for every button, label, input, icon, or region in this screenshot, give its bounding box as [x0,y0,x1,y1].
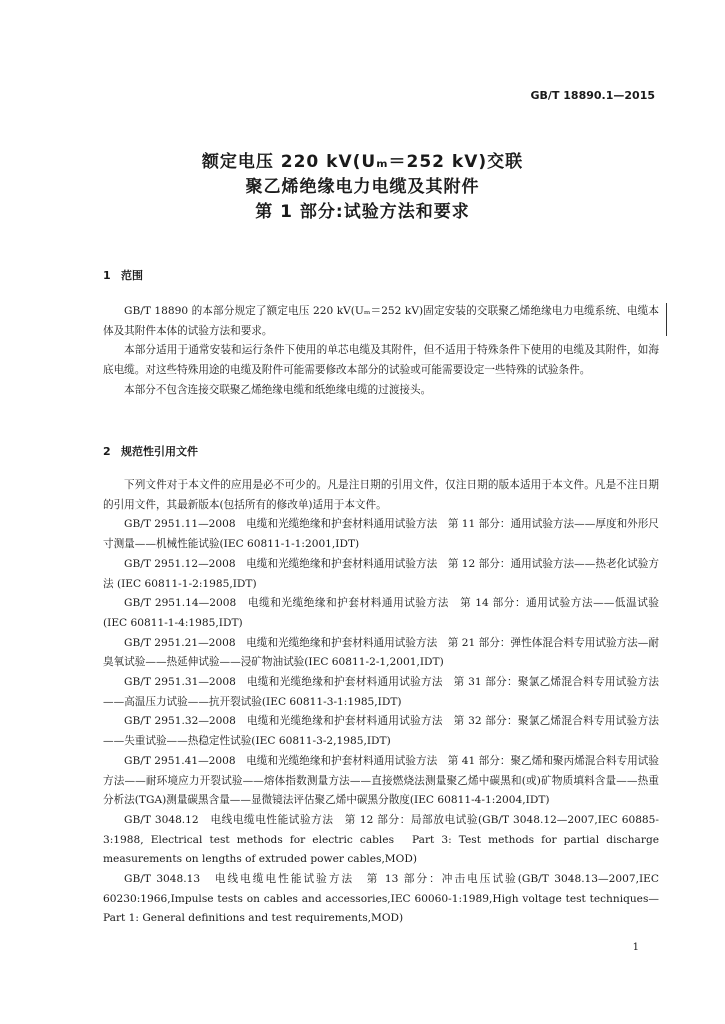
standard-code: GB/T 18890.1—2015 [530,89,655,102]
section-1-heading [103,267,143,283]
section-2-heading [103,443,198,459]
section-1-title: 范围 [121,269,143,282]
reference-entry: GB/T 2951.31—2008 电缆和光缆绝缘和护套材料通用试验方法 第 31 部分：聚氯乙烯混合料专用试验方法——高温压力试验——抗开裂试验(IEC 60811-3-1:1985,IDT) [103,676,659,708]
reference-entry: GB/T 2951.41—2008 电缆和光缆绝缘和护套材料通用试验方法 第 41 部分：聚乙烯和聚丙烯混合料专用试验方法——耐环境应力开裂试验——熔体指数测量方法——直接燃烧法测量聚乙烯中碳黑和(或)矿物质填料含量——热重分析法(TGA)测量碳黑含量——显微镜法评估聚乙烯中碳黑分散度(IEC 60811-4-1:2004,IDT) [103,754,659,807]
section-1-body [103,302,659,401]
revision-change-bar [666,303,667,336]
section-2-body [103,476,659,929]
section-1-paragraph: GB/T 18890 的本部分规定了额定电压 220 kV(Uₘ＝252 kV)固定安装的交联聚乙烯绝缘电力电缆系统、电缆本体及其附件本体的试验方法和要求。 [103,305,659,337]
reference-entry: GB/T 2951.11—2008 电缆和光缆绝缘和护套材料通用试验方法 第 11 部分：通用试验方法——厚度和外形尺寸测量——机械性能试验(IEC 60811-1-1:2001,IDT) [103,518,659,551]
section-1-paragraph: 本部分适用于通常安装和运行条件下使用的单芯电缆及其附件，但不适用于特殊条件下使用的电缆及其附件，如海底电缆。对这些特殊用途的电缆及附件可能需要修改本部分的试验或可能需要设定一些特殊的试验条件。 [103,344,659,377]
title-line-3: 第 1 部分:试验方法和要求 [255,202,470,222]
title-line-1: 额定电压 220 kV(Uₘ＝252 kV)交联 [201,152,524,172]
reference-entry: GB/T 3048.13 电线电缆电性能试验方法 第 13 部分：冲击电压试验(GB/T 3048.13—2007,IEC 60230:1966,Impulse tests on cables and accessories,IEC 60060-1:1989,High voltage test techniques—Part 1: General definitions and test requirements,MOD) [103,873,659,925]
reference-entry: GB/T 3048.12 电线电缆电性能试验方法 第 12 部分：局部放电试验(GB/T 3048.12—2007,IEC 60885-3:1988, Electrical test methods for electric cables Part 3: Test methods for partial discharge measurements on lengths of extruded power cables,MOD) [103,813,659,866]
reference-entry: GB/T 2951.12—2008 电缆和光缆绝缘和护套材料通用试验方法 第 12 部分：通用试验方法——热老化试验方法 (IEC 60811-1-2:1985,IDT) [103,557,659,590]
reference-entry: GB/T 2951.32—2008 电缆和光缆绝缘和护套材料通用试验方法 第 32 部分：聚氯乙烯混合料专用试验方法——失重试验——热稳定性试验(IEC 60811-3-2,1985,IDT) [103,715,659,748]
section-2-title: 规范性引用文件 [121,445,198,458]
section-1-number: 1 [103,269,111,282]
section-2-number: 2 [103,445,111,458]
reference-entry: GB/T 2951.21—2008 电缆和光缆绝缘和护套材料通用试验方法 第 21 部分：弹性体混合料专用试验方法—耐臭氧试验——热延伸试验——浸矿物油试验(IEC 60811-2-1,2001,IDT) [103,636,659,669]
page-number: 1 [632,942,639,953]
title-line-2: 聚乙烯绝缘电力电缆及其附件 [245,177,480,197]
section-1-paragraph: 本部分不包含连接交联聚乙烯绝缘电缆和纸绝缘电缆的过渡接头。 [124,383,432,396]
reference-entry: GB/T 2951.14—2008 电缆和光缆绝缘和护套材料通用试验方法 第 14 部分：通用试验方法——低温试验 (IEC 60811-1-4:1985,IDT) [103,597,659,629]
document-title [0,150,725,225]
section-2-intro: 下列文件对于本文件的应用是必不可少的。凡是注日期的引用文件，仅注日期的版本适用于本文件。凡是不注日期的引用文件，其最新版本(包括所有的修改单)适用于本文件。 [103,479,659,511]
